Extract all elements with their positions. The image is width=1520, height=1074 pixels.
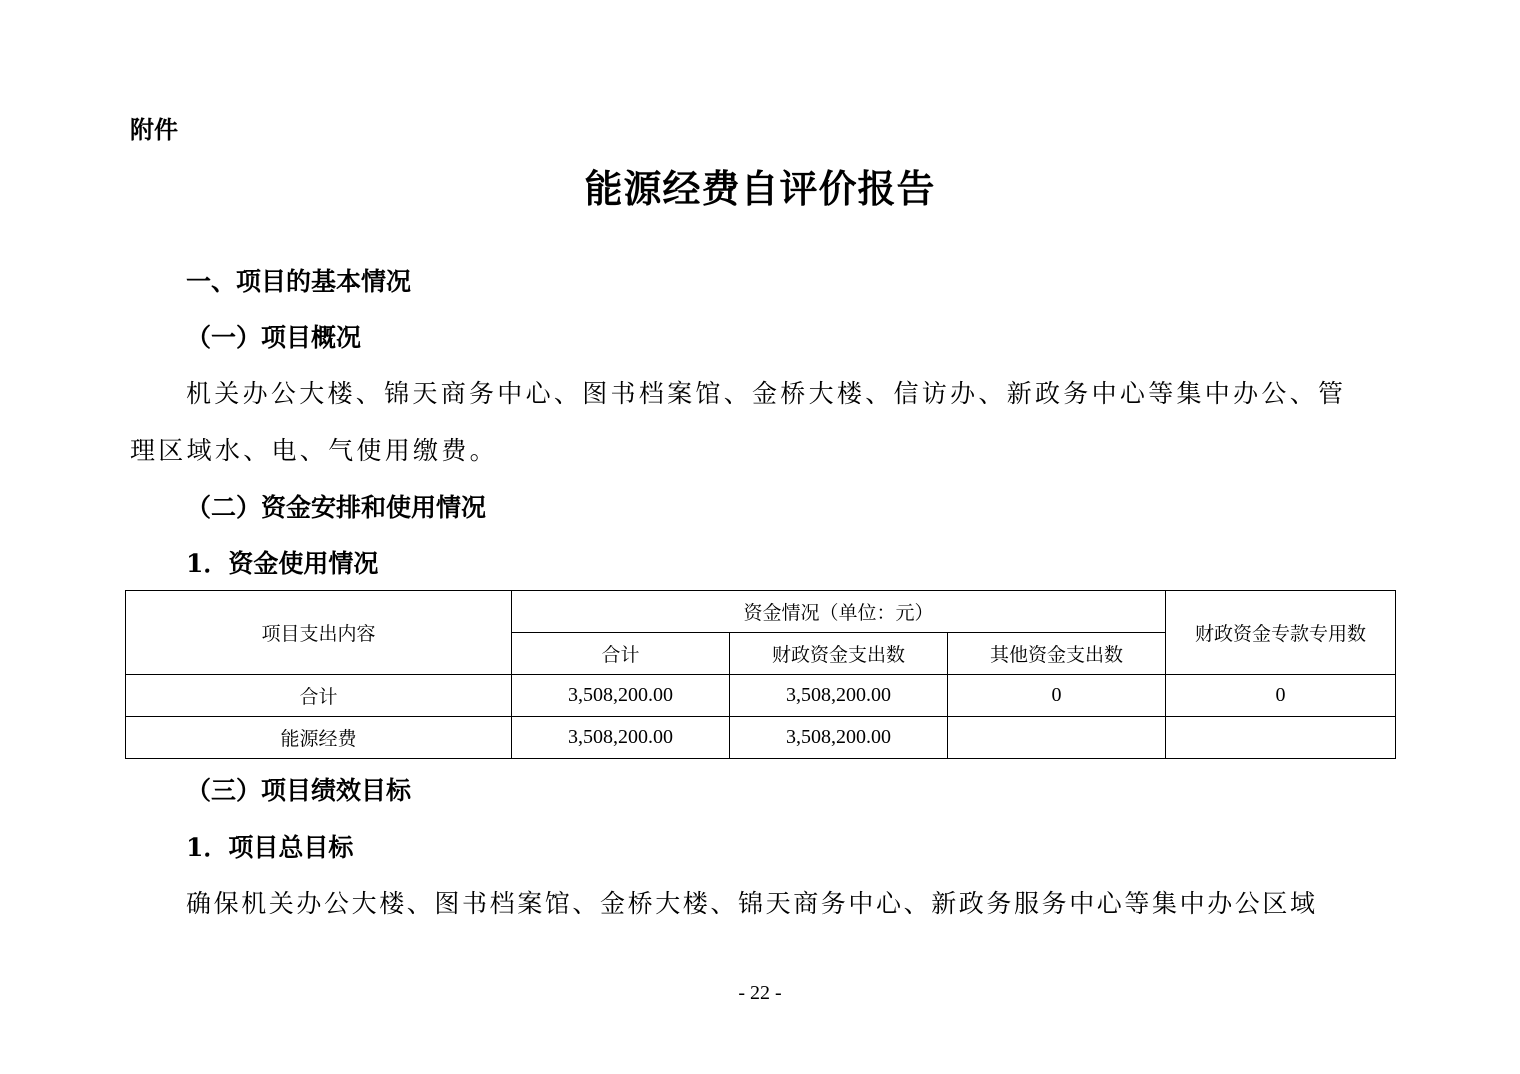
subsection-heading-performance-goals: （三）项目绩效目标 — [186, 776, 412, 805]
fund-usage-table — [125, 590, 1396, 759]
section-heading-basic-info: 一、项目的基本情况 — [186, 267, 412, 296]
table-header-row-1 — [126, 591, 1396, 633]
subsection-heading-funding: （二）资金安排和使用情况 — [186, 493, 487, 522]
cell-fiscal: 3,508,200.00 — [730, 717, 948, 759]
document-title: 能源经费自评价报告 — [584, 166, 936, 211]
cell-special — [1166, 717, 1396, 759]
table-row — [126, 717, 1396, 759]
cell-item: 能源经费 — [126, 717, 512, 759]
cell-fiscal: 3,508,200.00 — [730, 675, 948, 717]
cell-other — [948, 717, 1166, 759]
overall-goal-paragraph-line1: 确保机关办公大楼、图书档案馆、金桥大楼、锦天商务中心、新政务服务中心等集中办公区域 — [186, 889, 1318, 918]
overview-paragraph-line2: 理区域水、电、气使用缴费。 — [130, 436, 498, 465]
page-number: - 22 - — [738, 982, 782, 1004]
item-heading-fund-usage: 1．资金使用情况 — [186, 549, 379, 578]
header-special-use: 财政资金专款专用数 — [1166, 591, 1396, 675]
cell-special: 0 — [1166, 675, 1396, 717]
overview-paragraph-line1: 机关办公大楼、锦天商务中心、图书档案馆、金桥大楼、信访办、新政务中心等集中办公、管 — [186, 379, 1347, 408]
cell-total: 3,508,200.00 — [512, 675, 730, 717]
header-other-spend: 其他资金支出数 — [948, 633, 1166, 675]
header-total: 合计 — [512, 633, 730, 675]
attachment-label: 附件 — [130, 116, 178, 144]
header-fiscal-spend: 财政资金支出数 — [730, 633, 948, 675]
cell-item: 合计 — [126, 675, 512, 717]
item-heading-overall-goal: 1．项目总目标 — [186, 833, 354, 862]
cell-total: 3,508,200.00 — [512, 717, 730, 759]
header-item-content: 项目支出内容 — [126, 591, 512, 675]
subsection-heading-overview: （一）项目概况 — [186, 323, 362, 352]
cell-other: 0 — [948, 675, 1166, 717]
header-fund-status-group: 资金情况（单位：元） — [512, 591, 1166, 633]
table-row — [126, 675, 1396, 717]
